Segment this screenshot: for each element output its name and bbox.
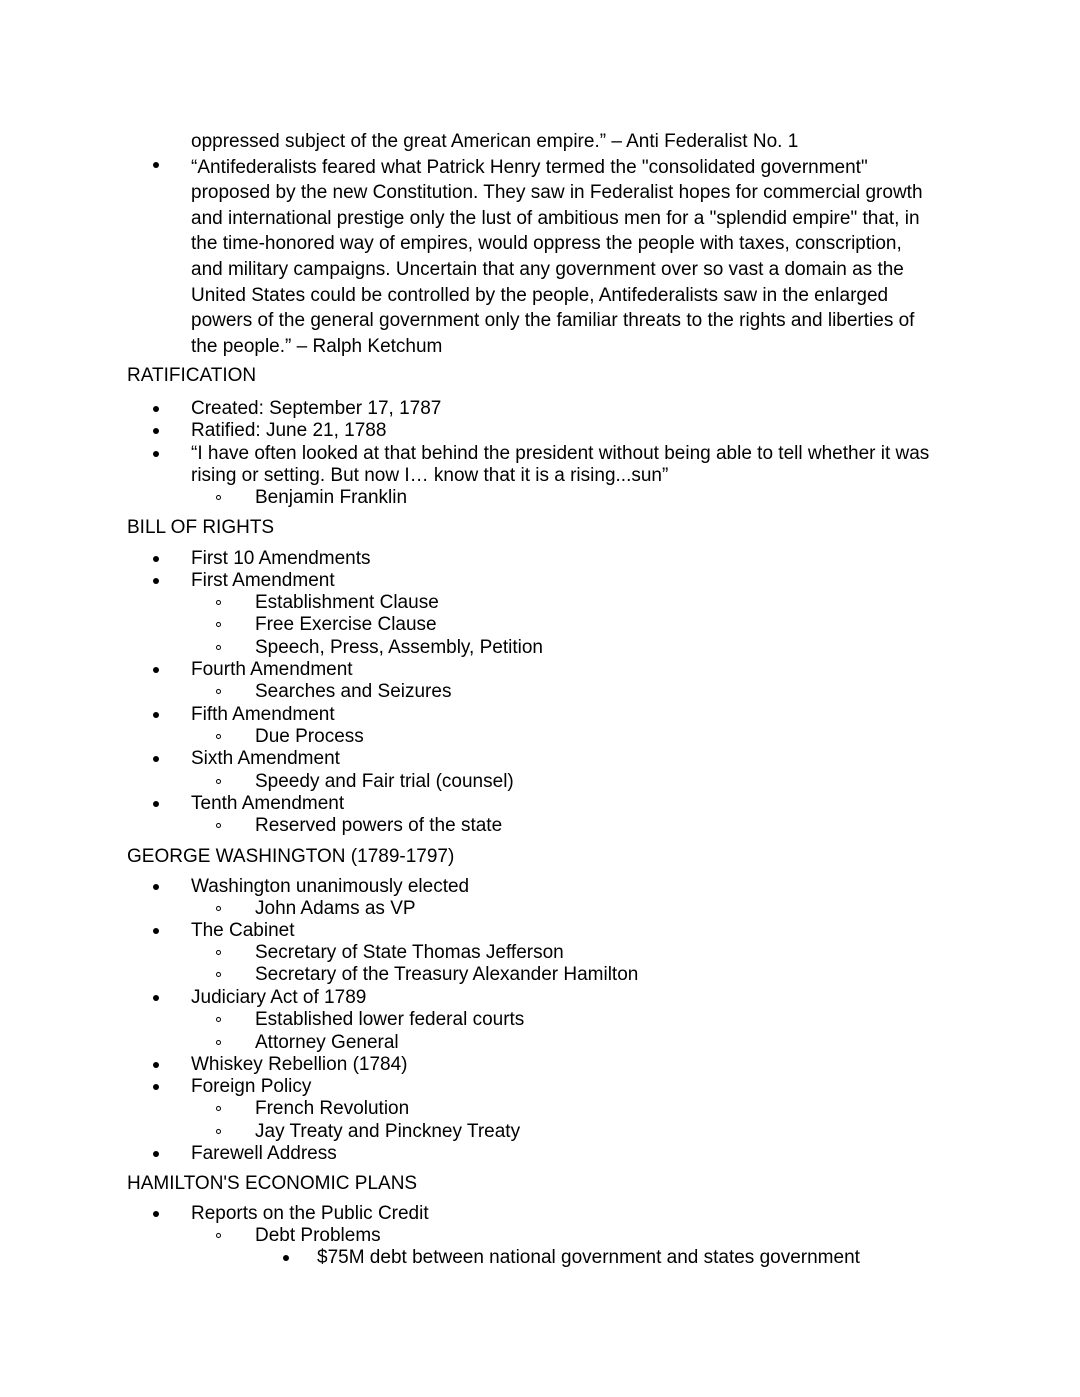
bullet-icon <box>153 428 159 434</box>
list-item: Reserved powers of the state <box>255 815 503 836</box>
list-item: Due Process <box>255 726 364 747</box>
list-item: Foreign Policy <box>191 1076 312 1097</box>
ketchum-quote-line: powers of the general government only the familiar threats to the rights and liberties of <box>191 310 915 332</box>
ketchum-quote-line: proposed by the new Constitution. They saw in Federalist hopes for commercial growth <box>191 182 923 204</box>
list-item: Establishment Clause <box>255 592 439 613</box>
list-item: Speech, Press, Assembly, Petition <box>255 637 543 658</box>
section-heading-ratification: RATIFICATION <box>127 365 257 386</box>
bullet-icon <box>153 406 159 412</box>
list-item: Attorney General <box>255 1032 399 1053</box>
list-item: $75M debt between national government and states government <box>317 1247 860 1268</box>
circle-bullet-icon <box>216 972 221 977</box>
circle-bullet-icon <box>216 950 221 955</box>
circle-bullet-icon <box>216 823 221 828</box>
list-item: Secretary of State Thomas Jefferson <box>255 942 564 963</box>
created-date: Created: September 17, 1787 <box>191 398 442 419</box>
bullet-icon <box>153 928 159 934</box>
bullet-icon <box>153 1084 159 1090</box>
ketchum-quote-line: and military campaigns. Uncertain that any government over so vast a domain as the <box>191 258 904 280</box>
ketchum-quote-line: the people.” – Ralph Ketchum <box>191 335 443 357</box>
list-item: Reports on the Public Credit <box>191 1203 429 1224</box>
circle-bullet-icon <box>216 734 221 739</box>
circle-bullet-icon <box>216 1017 221 1022</box>
circle-bullet-icon <box>216 622 221 627</box>
circle-bullet-icon <box>216 689 221 694</box>
bullet-icon <box>153 162 159 168</box>
bullet-icon <box>283 1255 289 1261</box>
circle-bullet-icon <box>216 645 221 650</box>
list-item: First 10 Amendments <box>191 548 371 569</box>
list-item: Farewell Address <box>191 1143 337 1164</box>
list-item: French Revolution <box>255 1098 410 1119</box>
bullet-icon <box>153 451 159 457</box>
bullet-icon <box>153 578 159 584</box>
ketchum-quote-line: the time-honored way of empires, would oppress the people with taxes, conscription, <box>191 233 902 255</box>
bullet-icon <box>153 712 159 718</box>
list-item: Free Exercise Clause <box>255 614 437 635</box>
franklin-quote-line2: rising or setting. But now I… know that it is a rising...sun” <box>191 465 669 486</box>
section-heading-hamilton-plans: HAMILTON'S ECONOMIC PLANS <box>127 1173 418 1194</box>
circle-bullet-icon <box>216 906 221 911</box>
list-item: Secretary of the Treasury Alexander Hamilton <box>255 964 639 985</box>
bullet-icon <box>153 1151 159 1157</box>
ketchum-quote-line: United States could be controlled by the people, Antifederalists saw in the enlarged <box>191 284 889 306</box>
list-item: Sixth Amendment <box>191 748 340 769</box>
ketchum-quote-line: and international prestige only the lust of ambitious men for a "splendid empire" that, in <box>191 207 920 229</box>
list-item: Fifth Amendment <box>191 704 335 725</box>
list-item: Speedy and Fair trial (counsel) <box>255 771 514 792</box>
circle-bullet-icon <box>216 1129 221 1134</box>
bullet-icon <box>153 556 159 562</box>
franklin-quote-line1: “I have often looked at that behind the president without being able to tell whether it was <box>191 443 930 464</box>
bullet-icon <box>153 884 159 890</box>
franklin-attribution: Benjamin Franklin <box>255 487 408 508</box>
ratified-date: Ratified: June 21, 1788 <box>191 420 387 441</box>
bullet-icon <box>153 995 159 1001</box>
bullet-icon <box>153 1211 159 1217</box>
ketchum-quote-line: “Antifederalists feared what Patrick Henry termed the "consolidated government" <box>191 156 868 178</box>
list-item: Washington unanimously elected <box>191 876 470 897</box>
circle-bullet-icon <box>216 1106 221 1111</box>
list-item: The Cabinet <box>191 920 295 941</box>
circle-bullet-icon <box>216 779 221 784</box>
list-item: Judiciary Act of 1789 <box>191 987 367 1008</box>
section-heading-washington: GEORGE WASHINGTON (1789-1797) <box>127 846 455 867</box>
circle-bullet-icon <box>216 495 221 500</box>
bullet-icon <box>153 667 159 673</box>
circle-bullet-icon <box>216 600 221 605</box>
antifederalist-no1-tail: oppressed subject of the great American empire.” – Anti Federalist No. 1 <box>191 131 799 152</box>
antifederalist-quotes <box>191 129 951 359</box>
list-item: Fourth Amendment <box>191 659 353 680</box>
circle-bullet-icon <box>216 1040 221 1045</box>
list-item: Jay Treaty and Pinckney Treaty <box>255 1121 521 1142</box>
bullet-icon <box>153 801 159 807</box>
list-item: Established lower federal courts <box>255 1009 525 1030</box>
list-item: John Adams as VP <box>255 898 416 919</box>
section-heading-bill-of-rights: BILL OF RIGHTS <box>127 517 275 538</box>
circle-bullet-icon <box>216 1233 221 1238</box>
list-item: Tenth Amendment <box>191 793 345 814</box>
bullet-icon <box>153 756 159 762</box>
list-item: First Amendment <box>191 570 335 591</box>
list-item: Whiskey Rebellion (1784) <box>191 1054 408 1075</box>
list-item: Debt Problems <box>255 1225 381 1246</box>
bullet-icon <box>153 1062 159 1068</box>
list-item: Searches and Seizures <box>255 681 452 702</box>
